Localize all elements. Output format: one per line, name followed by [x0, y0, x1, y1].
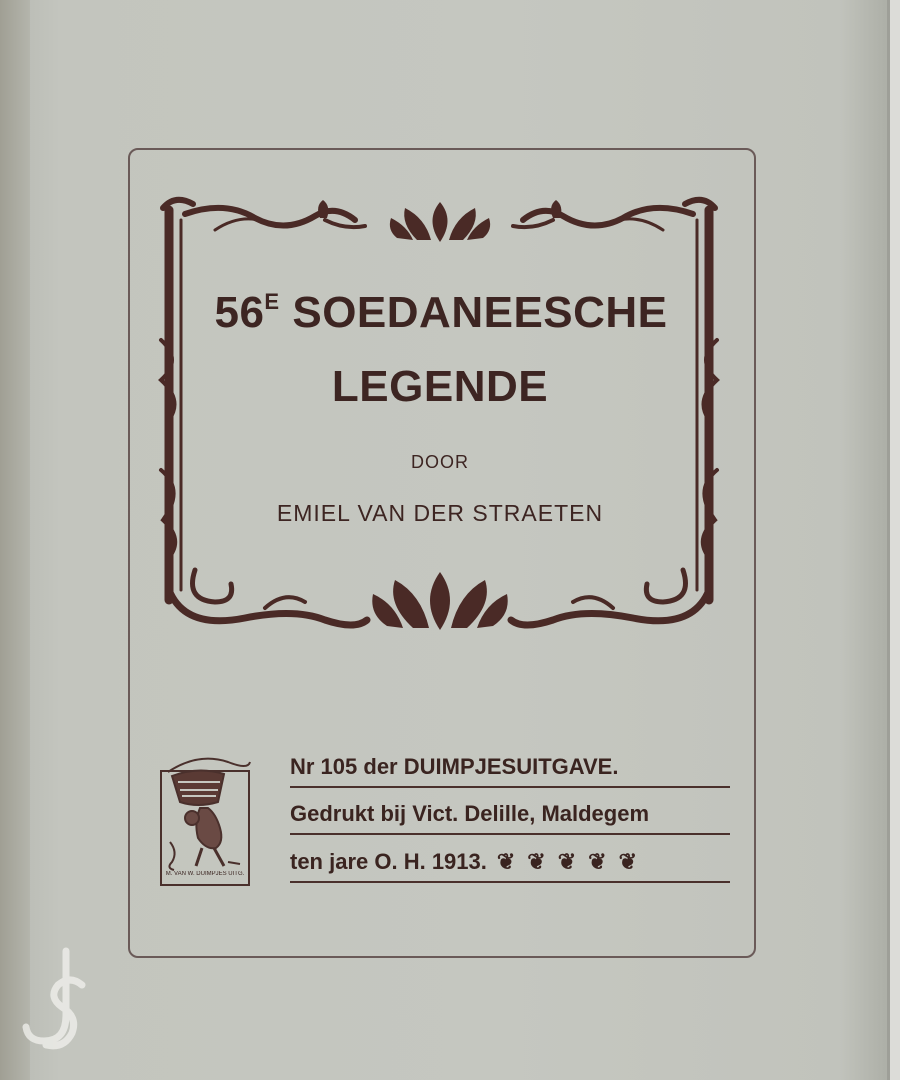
by-label: DOOR [411, 452, 469, 472]
publisher-emblem [158, 752, 254, 890]
author-name: EMIEL VAN DER STRAETEN [276, 500, 604, 526]
title-ordinal-suffix: E [264, 289, 280, 314]
title-number: 56 [214, 288, 265, 337]
boy-with-basket-icon [158, 752, 254, 882]
js-logo-icon [18, 945, 98, 1060]
book-title-line1 [0, 288, 882, 338]
book-spine-edge [0, 0, 30, 1080]
colophon-line-printer: Gedrukt bij Vict. Delille, Maldegem [290, 795, 730, 835]
colophon-line-year [290, 843, 730, 883]
emblem-caption: M. VAN W. DUIMPJES UITG. [165, 871, 245, 877]
leaf-ornaments-icon: ❦❦❦❦❦ [496, 849, 650, 874]
art-nouveau-ornamental-frame-icon [155, 190, 725, 640]
colophon-line-edition: Nr 105 der DUIMPJESUITGAVE. [290, 748, 730, 788]
book-title-line2: LEGENDE [331, 362, 549, 411]
colophon-year-text: ten jare O. H. 1913. [290, 849, 487, 874]
title-word: SOEDANEESCHE [292, 288, 668, 337]
